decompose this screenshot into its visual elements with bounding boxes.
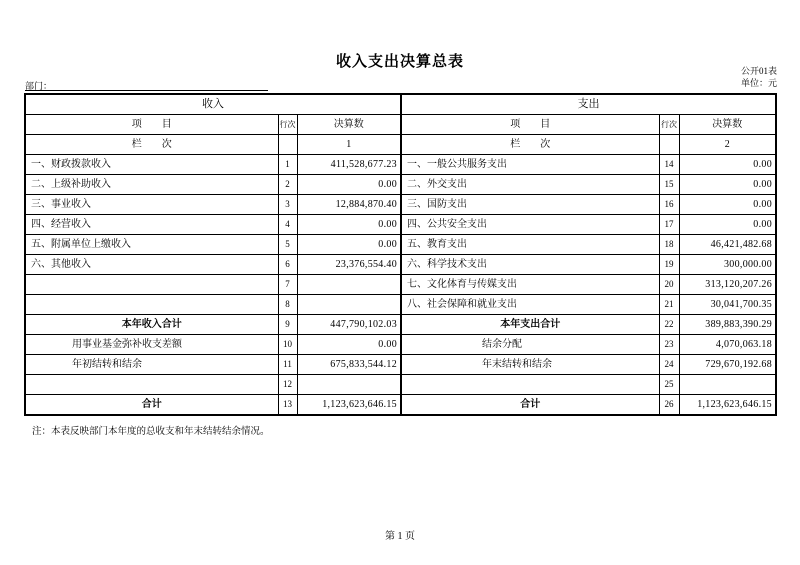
revenue-item-cell: [25, 295, 278, 315]
expenditure-amount-cell: 729,670,192.68: [679, 355, 776, 375]
department-label: 部门：: [25, 81, 53, 91]
expenditure-amount-cell: 46,421,482.68: [679, 235, 776, 255]
expenditure-item-cell: 一、一般公共服务支出: [401, 155, 659, 175]
table-row: [25, 375, 776, 395]
revenue-section-header: 收入: [25, 94, 401, 115]
revenue-amount-header: 决算数: [297, 115, 401, 135]
revenue-item-cell: 本年收入合计: [25, 315, 278, 335]
revenue-amount-cell: 12,884,870.40: [297, 195, 401, 215]
table-row: [25, 315, 776, 335]
expenditure-item-cell: 合计: [401, 395, 659, 416]
page-number: 第 1 页: [385, 531, 415, 542]
revenue-line-no-cell: 12: [278, 375, 297, 395]
expenditure-item-cell: 本年支出合计: [401, 315, 659, 335]
table-row: [25, 155, 776, 175]
revenue-amount-cell: 1,123,623,646.15: [297, 395, 401, 416]
expenditure-line-no-cell: 19: [659, 255, 679, 275]
budget-summary-table: [24, 93, 777, 416]
empty-cell: [278, 135, 297, 155]
expenditure-item-cell: 六、科学技术支出: [401, 255, 659, 275]
revenue-column-index: 1: [297, 135, 401, 155]
revenue-line-no-cell: 8: [278, 295, 297, 315]
revenue-amount-cell: [297, 375, 401, 395]
expenditure-line-no-cell: 16: [659, 195, 679, 215]
revenue-item-cell: 合计: [25, 395, 278, 416]
revenue-item-cell: 一、财政拨款收入: [25, 155, 278, 175]
revenue-line-no-cell: 3: [278, 195, 297, 215]
expenditure-line-no-cell: 17: [659, 215, 679, 235]
column-index-row: [25, 135, 776, 155]
department-underline: [25, 79, 268, 91]
expenditure-item-cell: 四、公共安全支出: [401, 215, 659, 235]
empty-cell: [659, 135, 679, 155]
expenditure-item-cell: 二、外交支出: [401, 175, 659, 195]
revenue-amount-cell: [297, 295, 401, 315]
revenue-item-cell: 三、事业收入: [25, 195, 278, 215]
expenditure-amount-cell: 30,041,700.35: [679, 295, 776, 315]
revenue-line-no-cell: 13: [278, 395, 297, 416]
expenditure-line-no-header: 行次: [659, 115, 679, 135]
expenditure-amount-cell: 313,120,207.26: [679, 275, 776, 295]
table-row: [25, 295, 776, 315]
revenue-amount-cell: 0.00: [297, 235, 401, 255]
expenditure-amount-cell: 1,123,623,646.15: [679, 395, 776, 416]
expenditure-item-cell: 七、文化体育与传媒支出: [401, 275, 659, 295]
expenditure-line-no-cell: 14: [659, 155, 679, 175]
expenditure-amount-cell: 300,000.00: [679, 255, 776, 275]
table-row: [25, 255, 776, 275]
expenditure-column-index-label: 栏 次: [401, 135, 659, 155]
expenditure-amount-cell: [679, 375, 776, 395]
unit-label: 单位：元: [740, 78, 777, 88]
expenditure-amount-cell: 0.00: [679, 215, 776, 235]
table-row: [25, 355, 776, 375]
revenue-line-no-cell: 7: [278, 275, 297, 295]
column-header-row: [25, 115, 776, 135]
revenue-item-cell: 六、其他收入: [25, 255, 278, 275]
expenditure-item-cell: 结余分配: [401, 335, 659, 355]
revenue-line-no-cell: 5: [278, 235, 297, 255]
department-field: [25, 79, 268, 93]
note-text: 注：本表反映部门本年度的总收支和年末结转结余情况。: [32, 427, 270, 437]
expenditure-item-cell: [401, 375, 659, 395]
table-code-label: 公开01表: [740, 66, 777, 76]
expenditure-line-no-cell: 15: [659, 175, 679, 195]
revenue-item-cell: 年初结转和结余: [25, 355, 278, 375]
expenditure-amount-cell: 0.00: [679, 155, 776, 175]
revenue-amount-cell: 0.00: [297, 335, 401, 355]
section-header-row: [25, 94, 776, 115]
revenue-item-cell: 四、经营收入: [25, 215, 278, 235]
expenditure-item-cell: 年末结转和结余: [401, 355, 659, 375]
table-row: [25, 275, 776, 295]
expenditure-line-no-cell: 18: [659, 235, 679, 255]
table-row: [25, 335, 776, 355]
revenue-item-cell: 二、上级补助收入: [25, 175, 278, 195]
expenditure-amount-header: 决算数: [679, 115, 776, 135]
revenue-line-no-cell: 1: [278, 155, 297, 175]
expenditure-amount-cell: 4,070,063.18: [679, 335, 776, 355]
expenditure-item-cell: 八、社会保障和就业支出: [401, 295, 659, 315]
expenditure-column-index: 2: [679, 135, 776, 155]
revenue-line-no-cell: 10: [278, 335, 297, 355]
expenditure-line-no-cell: 23: [659, 335, 679, 355]
table-row: [25, 175, 776, 195]
revenue-item-cell: [25, 375, 278, 395]
revenue-line-no-cell: 6: [278, 255, 297, 275]
revenue-amount-cell: 447,790,102.03: [297, 315, 401, 335]
expenditure-amount-cell: 0.00: [679, 175, 776, 195]
table-row: [25, 235, 776, 255]
revenue-line-no-cell: 2: [278, 175, 297, 195]
revenue-amount-cell: 411,528,677.23: [297, 155, 401, 175]
expenditure-line-no-cell: 22: [659, 315, 679, 335]
expenditure-section-header: 支出: [401, 94, 776, 115]
expenditure-item-cell: 五、教育支出: [401, 235, 659, 255]
revenue-amount-cell: 0.00: [297, 215, 401, 235]
revenue-item-header: 项 目: [25, 115, 278, 135]
expenditure-item-header: 项 目: [401, 115, 659, 135]
revenue-line-no-header: 行次: [278, 115, 297, 135]
expenditure-line-no-cell: 21: [659, 295, 679, 315]
revenue-line-no-cell: 11: [278, 355, 297, 375]
expenditure-line-no-cell: 20: [659, 275, 679, 295]
page-title: 收入支出决算总表: [335, 54, 464, 70]
expenditure-item-cell: 三、国防支出: [401, 195, 659, 215]
revenue-amount-cell: 23,376,554.40: [297, 255, 401, 275]
revenue-item-cell: [25, 275, 278, 295]
table-row: [25, 215, 776, 235]
revenue-amount-cell: [297, 275, 401, 295]
table-row: [25, 395, 776, 416]
revenue-amount-cell: 0.00: [297, 175, 401, 195]
expenditure-line-no-cell: 24: [659, 355, 679, 375]
table-meta: [741, 65, 777, 89]
expenditure-amount-cell: 389,883,390.29: [679, 315, 776, 335]
table-row: [25, 195, 776, 215]
revenue-item-cell: 五、附属单位上缴收入: [25, 235, 278, 255]
revenue-amount-cell: 675,833,544.12: [297, 355, 401, 375]
revenue-column-index-label: 栏 次: [25, 135, 278, 155]
expenditure-line-no-cell: 25: [659, 375, 679, 395]
revenue-line-no-cell: 9: [278, 315, 297, 335]
expenditure-amount-cell: 0.00: [679, 195, 776, 215]
revenue-item-cell: 用事业基金弥补收支差额: [25, 335, 278, 355]
expenditure-line-no-cell: 26: [659, 395, 679, 416]
revenue-line-no-cell: 4: [278, 215, 297, 235]
